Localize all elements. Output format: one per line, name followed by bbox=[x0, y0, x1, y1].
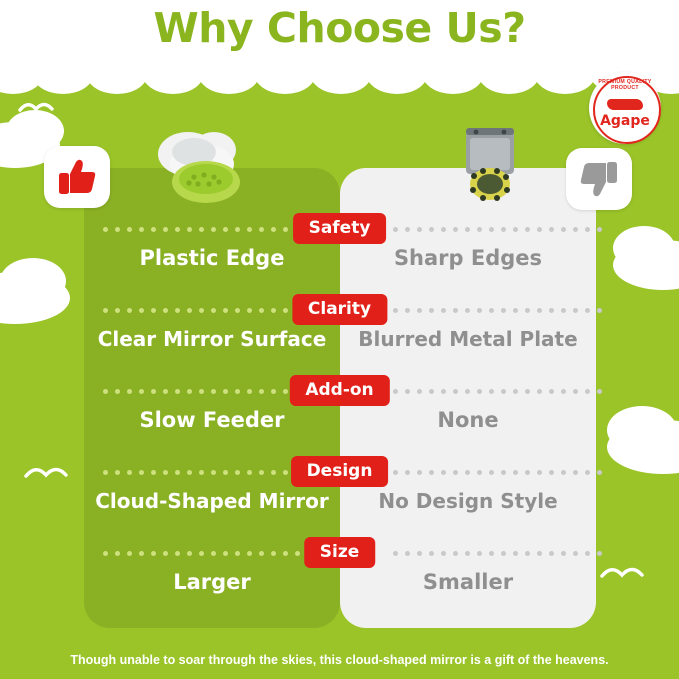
dotted-divider-right bbox=[393, 550, 602, 557]
header-scallop bbox=[86, 52, 148, 94]
row-value-left-clarity: Clear Mirror Surface bbox=[97, 327, 327, 351]
header-scallop bbox=[254, 52, 316, 94]
comparison-row bbox=[0, 168, 679, 270]
dotted-divider-right bbox=[393, 307, 602, 314]
comparison-rows bbox=[0, 168, 679, 628]
comparison-row bbox=[0, 411, 679, 513]
header-scallop bbox=[310, 52, 372, 94]
row-label-size: Size bbox=[304, 537, 376, 568]
badge-logo-icon bbox=[607, 99, 643, 110]
dotted-divider-right bbox=[393, 226, 602, 233]
row-value-right-clarity: Blurred Metal Plate bbox=[358, 327, 578, 351]
header-scallop bbox=[142, 52, 204, 94]
dotted-divider-left bbox=[103, 550, 312, 557]
row-label-design: Design bbox=[291, 456, 389, 487]
page-title: Why Choose Us? bbox=[153, 4, 526, 52]
dotted-divider-left bbox=[103, 307, 312, 314]
comparison-row bbox=[0, 249, 679, 351]
brand-badge bbox=[589, 72, 661, 144]
row-value-left-design: Cloud-Shaped Mirror bbox=[95, 489, 329, 513]
dotted-divider-right bbox=[393, 469, 602, 476]
badge-brand-name: Agape bbox=[600, 113, 650, 129]
header-scallop bbox=[198, 52, 260, 94]
header-scallop bbox=[534, 52, 596, 94]
comparison-row bbox=[0, 492, 679, 594]
header-scallop bbox=[478, 52, 540, 94]
comparison-row bbox=[0, 330, 679, 432]
row-value-left-safety: Plastic Edge bbox=[139, 246, 285, 270]
dotted-divider-left bbox=[103, 388, 312, 395]
row-value-right-size: Smaller bbox=[422, 570, 514, 594]
row-label-clarity: Clarity bbox=[292, 294, 387, 325]
row-value-left-addon: Slow Feeder bbox=[139, 408, 285, 432]
header-scallop bbox=[32, 52, 94, 94]
bird-icon bbox=[18, 96, 78, 120]
dotted-divider-left bbox=[103, 226, 312, 233]
footer-caption: Though unable to soar through the skies, this cloud-shaped mirror is a gift of the heavens. bbox=[70, 653, 609, 667]
row-value-right-safety: Sharp Edges bbox=[393, 246, 543, 270]
dotted-divider-right bbox=[393, 388, 602, 395]
row-value-right-design: No Design Style bbox=[378, 489, 558, 513]
dotted-divider-left bbox=[103, 469, 312, 476]
row-value-left-size: Larger bbox=[173, 570, 251, 594]
header-scallop bbox=[422, 52, 484, 94]
row-label-safety: Safety bbox=[293, 213, 387, 244]
row-label-addon: Add-on bbox=[289, 375, 389, 406]
header-scallop bbox=[366, 52, 428, 94]
badge-arc-text: PREMIUM QUALITY PRODUCT bbox=[598, 79, 652, 91]
row-value-right-addon: None bbox=[437, 408, 499, 432]
